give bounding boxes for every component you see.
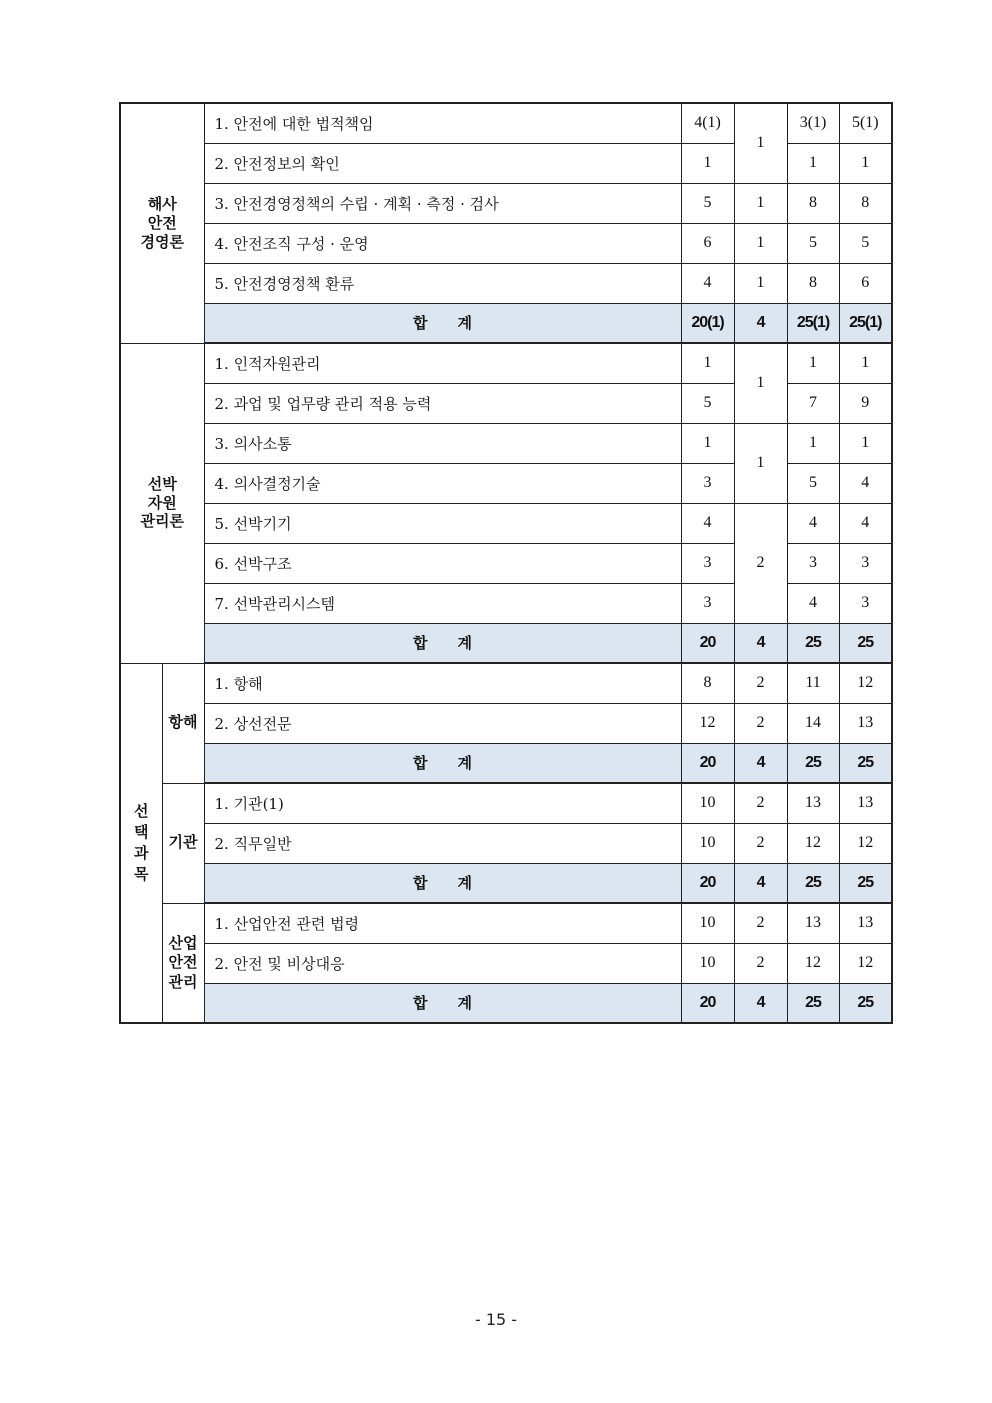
value-cell: 4 [787,583,839,623]
value-cell: 11 [787,663,839,703]
value-cell: 12 [839,943,892,983]
total-value: 20 [681,623,734,663]
value-cell: 2 [734,903,787,943]
table-row [120,943,892,983]
subsection-label-engine: 기관 [162,783,204,903]
total-value: 25 [839,743,892,783]
curriculum-table [119,102,893,1024]
table-row [120,903,892,943]
total-value: 4 [734,743,787,783]
item-cell: 3. 의사소통 [204,423,681,463]
value-cell: 5 [839,223,892,263]
value-cell: 4 [681,263,734,303]
table-row [120,263,892,303]
value-cell: 7 [787,383,839,423]
item-cell: 4. 안전조직 구성 · 운영 [204,223,681,263]
item-cell: 4. 의사결정기술 [204,463,681,503]
value-cell: 10 [681,823,734,863]
total-value: 25 [787,983,839,1023]
item-cell: 1. 산업안전 관련 법령 [204,903,681,943]
value-cell: 3 [681,463,734,503]
value-cell: 1 [787,423,839,463]
value-cell: 1 [839,143,892,183]
total-value: 20(1) [681,303,734,343]
total-value: 4 [734,983,787,1023]
item-cell: 1. 기관(1) [204,783,681,823]
value-cell: 5 [681,183,734,223]
value-cell: 1 [734,223,787,263]
total-row [120,983,892,1023]
table-row [120,823,892,863]
item-cell: 3. 안전경영정책의 수립 · 계획 · 측정 · 검사 [204,183,681,223]
value-cell: 1 [734,423,787,503]
value-cell: 13 [787,903,839,943]
item-cell: 2. 안전 및 비상대응 [204,943,681,983]
subsection-label-industrial-safety: 산업 안전 관리 [162,903,204,1023]
value-cell: 2 [734,703,787,743]
value-cell: 8 [839,183,892,223]
item-cell: 5. 선박기기 [204,503,681,543]
total-value: 25 [839,863,892,903]
value-cell: 1 [787,143,839,183]
total-value: 25 [787,743,839,783]
value-cell: 3 [681,543,734,583]
item-cell: 2. 안전정보의 확인 [204,143,681,183]
item-cell: 7. 선박관리시스템 [204,583,681,623]
table-row [120,503,892,543]
curriculum-table-container [119,102,891,1024]
total-value: 20 [681,743,734,783]
value-cell: 3 [839,543,892,583]
value-cell: 10 [681,903,734,943]
table-row [120,703,892,743]
item-cell: 6. 선박구조 [204,543,681,583]
total-label: 합 계 [204,303,681,343]
total-value: 25 [787,863,839,903]
value-cell: 13 [839,903,892,943]
total-value: 25 [839,983,892,1023]
value-cell: 9 [839,383,892,423]
value-cell: 5 [787,223,839,263]
item-cell: 1. 안전에 대한 법적책임 [204,103,681,143]
total-value: 4 [734,303,787,343]
value-cell: 1 [681,143,734,183]
table-row [120,663,892,703]
value-cell: 13 [839,783,892,823]
value-cell: 2 [734,663,787,703]
total-value: 25(1) [839,303,892,343]
item-cell: 1. 항해 [204,663,681,703]
item-cell: 2. 상선전문 [204,703,681,743]
value-cell: 12 [839,663,892,703]
value-cell: 2 [734,783,787,823]
value-cell: 1 [734,343,787,423]
value-cell: 13 [839,703,892,743]
value-cell: 2 [734,943,787,983]
value-cell: 4 [839,463,892,503]
value-cell: 1 [787,343,839,383]
total-value: 25 [839,623,892,663]
value-cell: 8 [787,263,839,303]
value-cell: 3 [681,583,734,623]
table-row [120,783,892,823]
value-cell: 2 [734,823,787,863]
value-cell: 10 [681,943,734,983]
value-cell: 12 [787,823,839,863]
value-cell: 5(1) [839,103,892,143]
total-row [120,743,892,783]
total-label: 합 계 [204,983,681,1023]
value-cell: 14 [787,703,839,743]
total-row [120,623,892,663]
total-row [120,863,892,903]
total-value: 20 [681,863,734,903]
value-cell: 12 [681,703,734,743]
table-row [120,343,892,383]
value-cell: 1 [839,423,892,463]
total-label: 합 계 [204,623,681,663]
value-cell: 4(1) [681,103,734,143]
table-row [120,423,892,463]
total-label: 합 계 [204,743,681,783]
section-label-ship-resource: 선박 자원 관리론 [120,343,204,663]
value-cell: 1 [734,103,787,183]
table-row [120,103,892,143]
value-cell: 3 [839,583,892,623]
value-cell: 1 [681,423,734,463]
value-cell: 8 [681,663,734,703]
value-cell: 12 [787,943,839,983]
section-label-elective: 선 택 과 목 [120,663,162,1023]
value-cell: 4 [839,503,892,543]
value-cell: 6 [681,223,734,263]
value-cell: 2 [734,503,787,623]
subsection-label-navigation: 항해 [162,663,204,783]
value-cell: 1 [681,343,734,383]
section-label-maritime-safety: 해사 안전 경영론 [120,103,204,343]
value-cell: 4 [681,503,734,543]
value-cell: 8 [787,183,839,223]
total-row [120,303,892,343]
page-number: - 15 - [474,1310,518,1329]
item-cell: 2. 과업 및 업무량 관리 적용 능력 [204,383,681,423]
value-cell: 10 [681,783,734,823]
total-value: 4 [734,863,787,903]
value-cell: 1 [734,263,787,303]
table-row [120,183,892,223]
item-cell: 5. 안전경영정책 환류 [204,263,681,303]
total-value: 20 [681,983,734,1023]
value-cell: 4 [787,503,839,543]
total-value: 25(1) [787,303,839,343]
value-cell: 3 [787,543,839,583]
total-value: 4 [734,623,787,663]
table-row [120,223,892,263]
total-value: 25 [787,623,839,663]
value-cell: 1 [734,183,787,223]
value-cell: 6 [839,263,892,303]
value-cell: 5 [787,463,839,503]
value-cell: 1 [839,343,892,383]
total-label: 합 계 [204,863,681,903]
value-cell: 13 [787,783,839,823]
item-cell: 2. 직무일반 [204,823,681,863]
value-cell: 3(1) [787,103,839,143]
value-cell: 5 [681,383,734,423]
item-cell: 1. 인적자원관리 [204,343,681,383]
value-cell: 12 [839,823,892,863]
